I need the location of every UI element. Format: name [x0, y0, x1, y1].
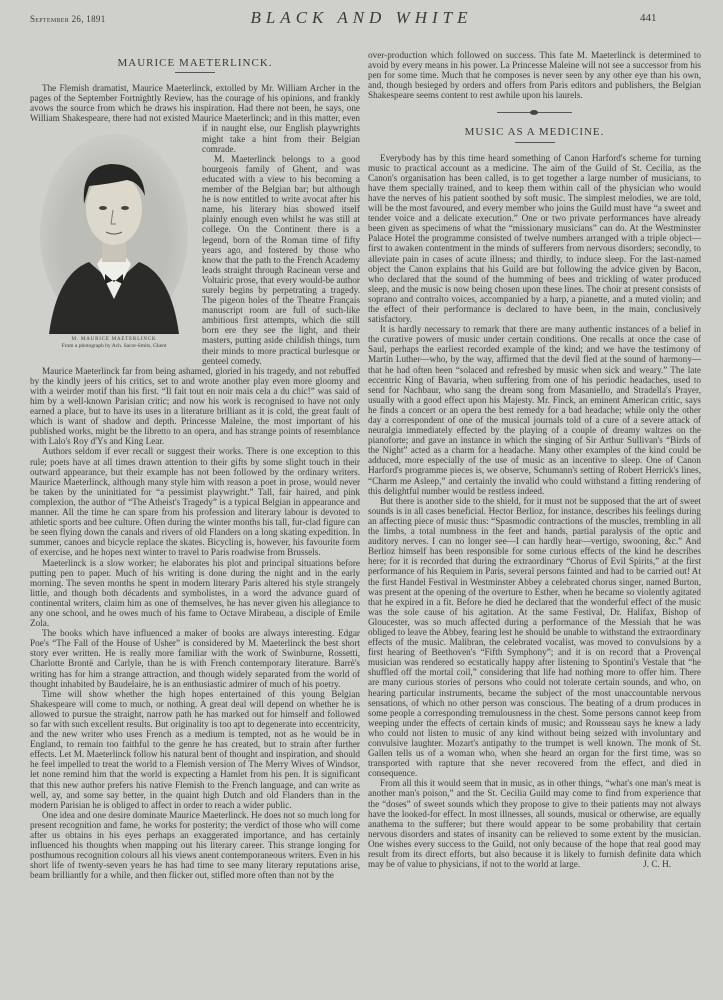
continued-paragraph: over-production which followed on success. This fate M. Maeterlinck is determined to avoid by every means in his power. La Princesse Maleine will not see a successor from his pen for some time. Much that he composes is never seen by any other eye than his own, and, though besieged by orders and offers from Paris editors and publishers, the Belgian Shakespeare seems content to rest awhile upon his laurels. — [368, 50, 701, 101]
paragraph: It is hardly necessary to remark that there are many authentic instances of a belief in the curative powers of music under certain conditions. One recalls at once the case of Saul, perhaps the earliest recorded example of the kind; and we have the testimony of Martin Luther—who, by the way, affirmed that the devil fled at the sound of harmony—that he had often been “solaced and refreshed by music when sick and weary.” The late eccentric King of Bavaria, when suffering from one of his periodic headaches, used to send for Nachbaur, who sang the dream song from Masaniello, and Stradella's Prayer, usually with a good effect upon his Majesty. Mr. Finck, an eminent American critic, says he finds a concert or an opera the best remedy for a bad headache; while only the other day a correspondent of one of the musical journals told of a cure of a severe attack of neuralgia immediately effected by the playing of a couple of dreamy waltzes on the pianoforte; and gave an instance in which the singing of Sir Arthur Sullivan's “Birds of the Night” acted as a charm for a headache. Many other examples of the kind could be adduced, more especially of the use of music as an incentive to sleep. One of Canon Harford's programme pieces is, we observe, Schumann's setting of Robert Herrick's lines, “Charm me Asleep,” and certainly the invalid who could withstand a fitting rendering of this delightful number would be restless indeed. — [368, 324, 701, 496]
title-rule — [175, 72, 215, 73]
paragraph: Authors seldom if ever recall or suggest their works. There is one exception to this rule; poets have at all times drawn attention to their gifts by some slight touch in their outward appearance, but their example has not been followed by the ordinary writers. Maurice Maeterlinck, although many style him with reason a poet in prose, would never be taken by the uninitiated for “a pessimist playwright.” Tall, fair haired, and pink complexion, the author of “The Atheist's Tragedy” is a typical Belgian in appearance and manner. All the time he can spare from his profession and literary labour is devoted to athletic sports and bee culture. Often during the winter months his tall, fur-clad figure can be seen flying down the canals and rivers of old Flanders on a long skating expedition. In summer, canoes and bicycle replace the skates. Bicycling is, however, his favourite form of exercise, and he hopes next winter to travel to Paris roadwise from Brussels. — [30, 446, 360, 558]
title-rule — [515, 142, 555, 143]
page-number: 441 — [640, 12, 657, 24]
author-signature: J. C. H. — [643, 859, 671, 870]
portrait-figure — [30, 124, 198, 360]
section-divider-ornament — [497, 112, 572, 113]
paragraph: Maurice Maeterlinck far from being ashamed, gloried in his tragedy, and not rebuffed by the kindly jeers of his critics, set to and wrote another play even more gloomy and with a weirder motif than his first. “Il fait tout en noir mais cela a du chic!” was said of him by a well-known Parisian critic; and now his work is recognised to have not only earned a place, but to have its uses in a literature brilliant as it is cold, the great fault of which is want of shadow and depth. Princesse Maleine, the most important of his published works, might be the libretto to an opera, and has strange points of resemblance with Lalo's Roy d'Ys and King Lear. — [30, 365, 360, 447]
paragraph: Everybody has by this time heard something of Canon Harford's scheme for turning music to practical account as a medicine. The aim of the Guild of St. Cecilia, as the Canon's organisation has been called, is to get together a large number of musicians, to have them specially trained, and to keep them within call of the physician who would have the nerves of his patient soothed by soft music. The simplest melodies, we are told, will be the most favoured, and every member who joins the Guild must have “a sweet and tender voice and a delicate execution.” One or two private performances have already been given as specimens of what the “missionary musicians” can do. At the Westminster Palace Hotel the programme consisted of twelve numbers arranged with a triple object—first to awaken contentment in the minds of sufferers from nervous disorders; secondly, to alleviate pain in cases of acute illness; and thirdly, to induce sleep. For the last-named object the Canon explains that his Guild are but following the advice given by Bacon, who declared that the sound of the humming of bees and trickling of water produced sleep, and the music is now being chosen upon these lines. The choir at present consists of soprano and contralto voices, accompanied by a harp, a pianette, and a muted violin; and the effect of their performance is declared to have been, in the main, conclusively satisfactory. — [368, 152, 701, 325]
paragraph: The Flemish dramatist, Maurice Maeterlinck, extolled by Mr. William Archer in the pages of the September Fortnightly Review, has the courage of his opinions, and frankly avows the source from which he draws his inspiration. Had there not been, he says, one William Shakespeare, there had not existed Maurice Maeterlinck; and in this matter, even if in naught else, our English playwrights might take a hint from their Belgian comrade. — [30, 83, 360, 154]
paragraph: Time will show whether the high hopes entertained of this young Belgian Shakespeare will come to much, or nothing. A great deal will depend on whether he is allowed to pursue the straight, narrow path he has marked out for himself and followed so far with such excellent results. But originality is too apt to degenerate into eccentricity, and the new writer who uses French as a medium is tempted, not as he would be in England, to remain too faithful to the genre he has created, but to strain after further effects. Let M. Maeterlinck follow his natural bent of thought and inspiration, and should he feel impelled to treat the world to a Flemish version of The Merry Wives of Windsor, let none remind him that the world is expecting a Hamlet from his pen. It is significant that this new author prefers his native Flemish to the French language, and can write as well, ay, and some say better, in the quaint high Dutch and old Flanders than in the modern Parisian he is obliged to affect in order to reach a wider public. — [30, 688, 360, 810]
paragraph: From all this it would seem that in music, as in other things, “what's one man's meat is another man's poison,” and the St. Cecilia Guild may come to find from experience that the “doses” of sweet sounds which they propose to give to their patients may not always have the looked-for effect. In most illnesses, all sounds, musical or otherwise, are equally anathema to the sufferer; but there would appear to be some probability that certain nervous disorders and states of insanity can be relieved to some extent by the musician. One wishes every success to the Guild, not only because of the hope that real good may result from its direct efforts, but also because it is likely to furnish definite data which may be of value to physicians, if not to the world at large. — [368, 778, 701, 870]
portrait-image — [39, 124, 189, 334]
portrait-caption: M. MAURICE MAETERLINCK — [71, 337, 157, 343]
right-column — [368, 50, 701, 869]
article-title-music: MUSIC AS A MEDICINE. — [464, 126, 605, 139]
article-title-maeterlinck: MAURICE MAETERLINCK. — [117, 57, 273, 69]
paragraph: One idea and one desire dominate Maurice Maeterlinck. He does not so much long for present recognition and fame, he works for posterity; the verdict of those who will come after us obtains in his eyes perhaps an exaggerated importance, and has certainly influenced his thoughts when mapping out his literary career. This strange longing for posthumous recognition colours all his views anent contemporaneous writers. Even in his short life of twenty-seven years he has had time to see many literary reputations arise, beam brilliantly for a while, and then flicker out, stifled more often than not by the — [30, 809, 360, 881]
paragraph: Maeterlinck is a slow worker; he elaborates his plot and principal situations before putting pen to paper. Much of his writing is done during the night and in the early morning. The seven months he spent in modern literary Paris altered his style strangely little, and though both décadents and symbolistes, in a word the advance guard of continental writers, claim him as one of themselves, he has never given his allegiance to any one school, and he owes much of his fame to Octave Mirabeau, a disciple of Emile Zola. — [30, 557, 360, 629]
publication-title: BLACK AND WHITE — [250, 8, 473, 27]
issue-date: September 26, 1891 — [30, 14, 106, 24]
left-column — [30, 50, 360, 881]
paragraph: The books which have influenced a maker of books are always interesting. Edgar Poe's “The Fall of the House of Usher” is considered by M. Maeterlinck the best short story ever written. He is really more familiar with the work of Swinburne, Rossetti, Charlotte Brontë and Carlyle, than he is with French contemporary literature. Barrè's writing has for him a strange attraction, and though widely separated from the world of thought inhabited by Baudelaire, he is an enthusiastic admirer of much of his poetry. — [30, 628, 360, 689]
paragraph: M. Maeterlinck belongs to a good bourgeois family of Ghent, and was educated with a view to his becoming a member of the Belgian bar; but although he is now entitled to write avocat after his name, his literary bias showed itself plainly enough even whilst he was still at college. On the Continent there is a legend, born of the Roman time of fifty years ago, and fostered by those who know that the path to the French Academy leads straight through Racinean verse and Voltairic prose, that every would-be author surely begins by perpetrating a tragedy. The pigeon holes of the Theatre Français manuscript room are full of such-like ambitious first attempts, which die still born ere they see the light, and their masters, putting aside childish things, turn their minds to more practical burlesque or genteel comedy. — [202, 153, 360, 366]
paragraph: But there is another side to the shield, for it must not be supposed that the art of sweet sounds is in all cases beneficial. Hector Berlioz, for instance, describes his feelings during an affecting piece of music thus: “Spasmodic contractions of the muscles, trembling in all the limbs, a total numbness in the feet and hands, partial paralysis of the optic and auditory nerves. I can no longer see—I can hardly hear—vertigo, swooning, &c.” And Berlioz himself has been responsible for some curious effects of the kind he describes here; for it is recorded that during the extraordinary “Chorus of Evil Spirits,” at the first performance of his Requiem in Paris, several persons fainted and had to be carried out! At the first Handel Festival in Westminster Abbey a celebrated chorus singer, named Burton, was present at the opening of the overture to Esther, when he became so violently agitated that he expired in a fit. Before he died he declared that the wonderful effect of the music was the sole cause of his agitation. At the same Festival, Dr. Halifax, Bishop of Gloucester, was so much affected during a performance of the Messiah that he was obliged to leave the Abbey, fearing lest he should be unable to withstand the extraordinary effects of the music. Malibran, the celebrated vocalist, was moved to convulsions by a first hearing of Beethoven's “Fifth Symphony”; and it is on record that a Provençal musician was rendered so ecstatically happy after listening to Spontini's Vestale that “he shuffled off the mortal coil,” considering that life had nothing more to offer him. There are many curious stories of persons who could not tolerate certain sounds, and who, on hearing particular instruments, became the subject of the most unaccountable nervous sensations, of which no other person was conscious. The beating of a drum produces in some people a corresponding tremulousness in the chest. Some persons cannot keep from weeping under the effects of certain kinds of music; and Rousseau says he knew a lady who could not listen to music of any kind without being seized with involuntary and convulsive laughter. Mozart's antipathy to the trumpet is well known. The monk of St. Gallen tells us of a woman who, when she heard an organ for the first time, was so transported with rapture that she never recovered from the effect, and died in consequence. — [368, 495, 701, 779]
portrait-credit: From a photograph by Ach. Sacre-Smits, Ghent — [61, 343, 167, 350]
